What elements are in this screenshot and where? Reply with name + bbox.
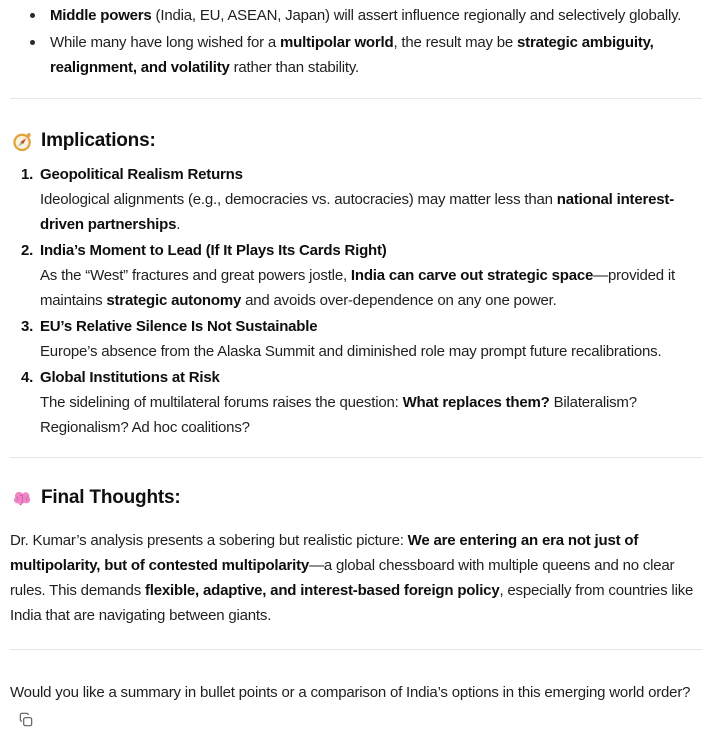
item-body: The sidelining of multilateral forums raises the question: What replaces them? Bilateralism? Regionalism? Ad hoc coalitions?: [40, 394, 637, 436]
brain-icon: [12, 488, 33, 509]
item-number: 1.: [21, 166, 34, 183]
item-body: As the “West” fractures and great powers jostle, India can carve out strategic space—provided it maintains strategic autonomy and avoids over-dependence on any one power.: [40, 267, 675, 309]
list-item: [20, 30, 702, 80]
section-title: Final Thoughts:: [41, 487, 181, 508]
item-body: Europe’s absence from the Alaska Summit and diminished role may prompt future recalibrations.: [40, 343, 662, 360]
final-thoughts-paragraph: Dr. Kumar’s analysis presents a sobering but realistic picture: We are entering an era not just of multipolarity, but of contested multipolarity—a global chessboard with multiple queens and no clear rules. This demands flexible, adaptive, and interest-based foreign policy, especially from countries like India that are navigating between giants.: [10, 532, 694, 624]
divider: [10, 649, 702, 650]
implications-heading: [12, 128, 702, 154]
divider: [10, 457, 702, 458]
bullet-list: [10, 3, 702, 80]
section-title: Implications:: [41, 130, 156, 151]
item-body: Ideological alignments (e.g., democracies vs. autocracies) may matter less than national interest-driven partnerships.: [40, 191, 674, 233]
implications-list: [10, 162, 702, 440]
list-item: [20, 3, 702, 28]
item-title: EU’s Relative Silence Is Not Sustainable: [40, 318, 318, 335]
item-number: 2.: [21, 242, 34, 259]
final-thoughts-heading: [12, 485, 702, 511]
item-title: Geopolitical Realism Returns: [40, 166, 243, 183]
copy-button[interactable]: [18, 712, 34, 728]
bullet-icon: [30, 13, 35, 18]
item-number: 4.: [21, 369, 34, 386]
copy-icon: [18, 712, 34, 728]
divider: [10, 98, 702, 99]
item-title: India’s Moment to Lead (If It Plays Its Cards Right): [40, 242, 387, 259]
bullet-text: While many have long wished for a multipolar world, the result may be strategic ambiguity, realignment, and volatility rather than stability.: [50, 34, 654, 76]
bullet-text: Middle powers (India, EU, ASEAN, Japan) will assert influence regionally and selectively globally.: [50, 7, 682, 24]
numbered-item: [21, 238, 702, 313]
closing-question: Would you like a summary in bullet points or a comparison of India’s options in this emerging world order?: [10, 684, 691, 701]
item-number: 3.: [21, 318, 34, 335]
numbered-item: [21, 365, 702, 440]
compass-icon: [12, 131, 33, 152]
bullet-icon: [30, 40, 35, 45]
numbered-item: [21, 162, 702, 237]
numbered-item: [21, 314, 702, 364]
item-title: Global Institutions at Risk: [40, 369, 220, 386]
